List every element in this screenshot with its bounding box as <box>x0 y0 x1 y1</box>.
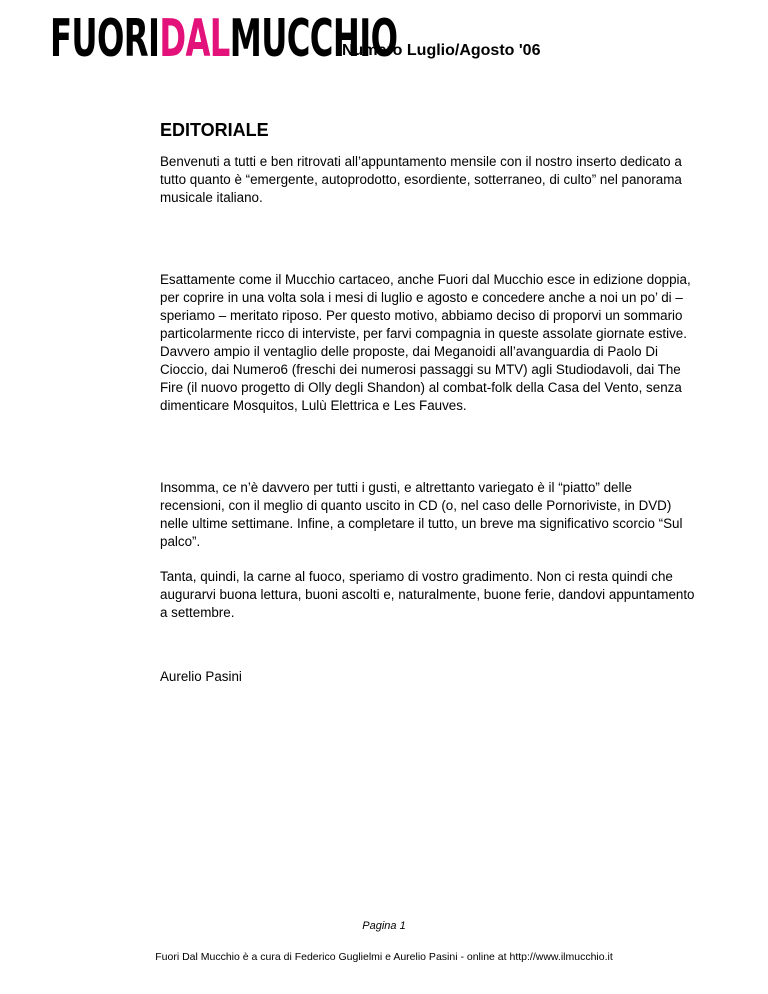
article-body <box>160 120 695 686</box>
paragraph-reviews: Insomma, ce n’è davvero per tutti i gusti, e altrettanto variegato è il “piatto” delle recensioni, con il meglio di quanto uscito in CD (o, nel caso delle Pornoriviste, in DVD) nelle ultime settimane. Infine, a completare il tutto, un breve ma significativo scorcio “Sul palco”. <box>160 480 683 549</box>
paragraph-intro: Benvenuti a tutti e ben ritrovati all’appuntamento mensile con il nostro inserto dedicato a tutto quanto è “emergente, autoprodotto, esordiente, sotterraneo, di culto” nel panorama musicale italiano. <box>160 154 682 205</box>
paragraph-main: Esattamente come il Mucchio cartaceo, anche Fuori dal Mucchio esce in edizione doppia, per coprire in una volta sola i mesi di luglio e agosto e concedere anche a noi un po’ di – speriamo – meritato riposo. Per questo motivo, abbiamo deciso di proporvi un sommario particolarmente ricco di interviste, per farvi compagnia in queste assolate giornate estive. Davvero ampio il ventaglio delle proposte, dai Meganoidi all’avanguardia di Paolo Di Cioccio, dai Numero6 (freschi dei numerosi passaggi su MTV) agli Studiodavoli, dai The Fire (il nuovo progetto di Olly degli Shandon) al combat-folk della Casa del Vento, senza dimenticare Mosquitos, Lulù Elettrica e Les Fauves. <box>160 272 691 413</box>
paragraph-closing: Tanta, quindi, la carne al fuoco, speriamo di vostro gradimento. Non ci resta quindi che augurarvi buona lettura, buoni ascolti e, naturalmente, buone ferie, dandovi appuntamento a settembre. <box>160 569 695 620</box>
footer-credits: Fuori Dal Mucchio è a cura di Federico Guglielmi e Aurelio Pasini - online at http://www.ilmucchio.it <box>155 951 613 963</box>
logo-dal: DAL <box>159 9 230 69</box>
page-header <box>50 9 541 69</box>
article-title: EDITORIALE <box>160 120 269 140</box>
logo-mucchio: MUCCHIO <box>229 9 398 69</box>
logo-fuori: FUORI <box>50 9 160 69</box>
author-signature: Aurelio Pasini <box>160 669 242 684</box>
fuori-dal-mucchio-logo <box>50 9 398 69</box>
issue-label: Numero Luglio/Agosto '06 <box>342 42 541 59</box>
page-number: Pagina 1 <box>362 920 406 932</box>
